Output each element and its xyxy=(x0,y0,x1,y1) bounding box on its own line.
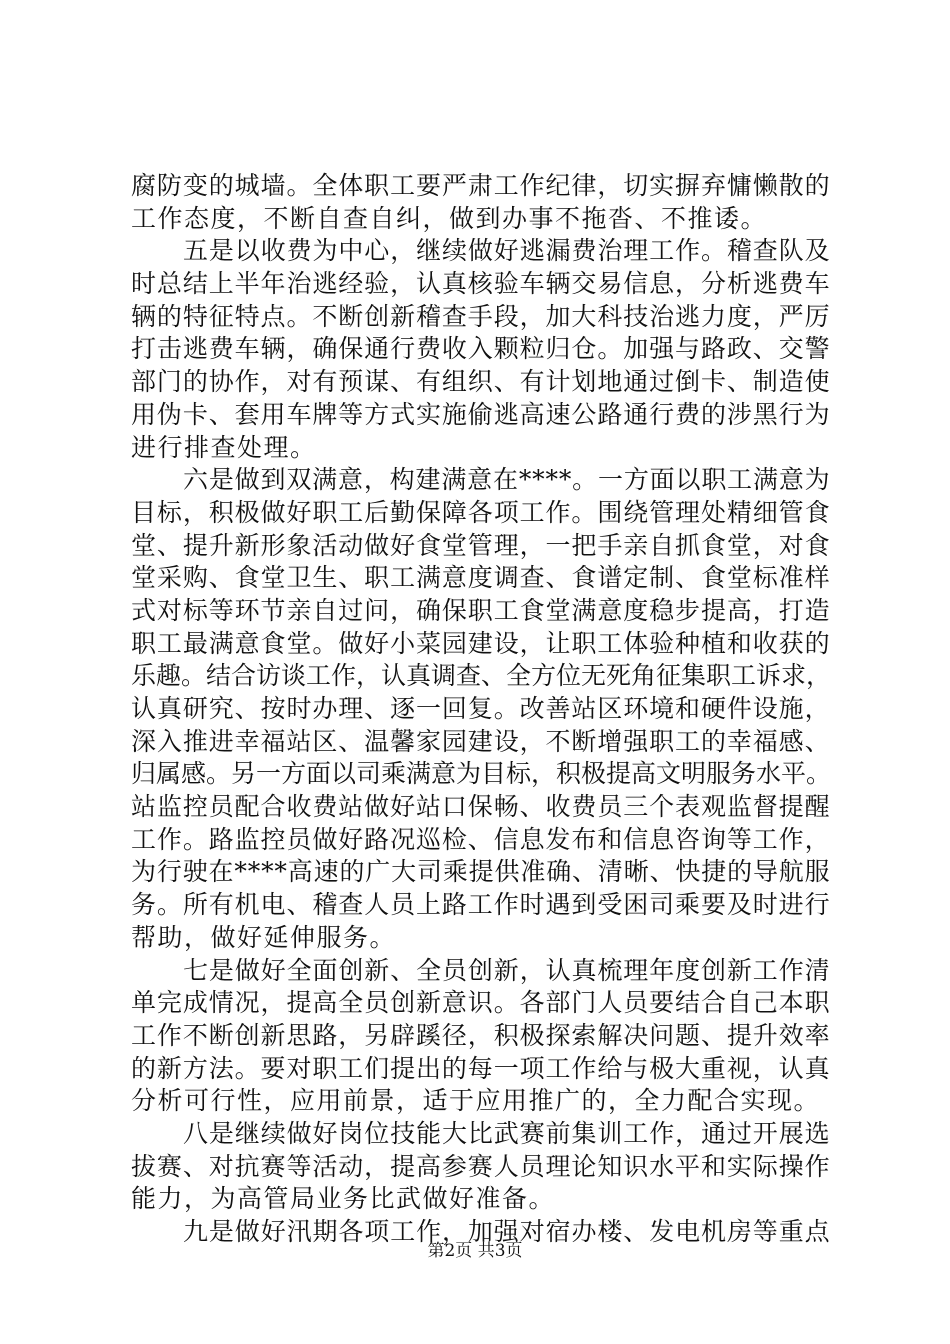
text-line: 进行排查处理。 xyxy=(131,432,317,462)
text-line: 九是做好汛期各项工作，加强对宿办楼、发电机房等重点 xyxy=(183,1217,831,1246)
text-line: 堂、提升新形象活动做好食堂管理，一把手亲自抓食堂，对食 xyxy=(131,530,831,560)
paragraph xyxy=(131,464,831,954)
text-line: 分析可行性，应用前景，适于应用推广的，全力配合实现。 xyxy=(131,1086,821,1116)
text-line: 目标，积极做好职工后勤保障各项工作。围绕管理处精细管食 xyxy=(131,497,831,527)
text-line: 认真研究、按时办理、逐一回复。改善站区环境和硬件设施， xyxy=(131,694,831,723)
text-line: 式对标等环节亲自过问，确保职工食堂满意度稳步提高，打造 xyxy=(131,595,831,625)
text-line: 为行驶在****高速的广大司乘提供准确、清晰、快捷的导航服 xyxy=(131,857,831,887)
text-line: 工作态度，不断自查自纠，做到办事不拖沓、不推诿。 xyxy=(131,203,768,233)
text-line: 站监控员配合收费站做好站口保畅、收费员三个表观监督提醒 xyxy=(131,792,831,822)
paragraph xyxy=(131,955,831,1118)
text-line: 帮助，做好延伸服务。 xyxy=(131,922,397,952)
text-line: 深入推进幸福站区、温馨家园建设，不断增强职工的幸福感、 xyxy=(131,726,831,756)
page-number-label: 第2页 共3页 xyxy=(427,1241,523,1261)
paragraph xyxy=(131,1118,831,1216)
text-line: 腐防变的城墙。全体职工要严肃工作纪律，切实摒弃慵懒散的 xyxy=(131,171,831,200)
page-footer xyxy=(0,1236,950,1261)
text-line: 六是做到双满意，构建满意在****。一方面以职工满意为 xyxy=(183,465,831,495)
text-line: 能力，为高管局业务比武做好准备。 xyxy=(131,1184,556,1214)
text-line: 的新方法。要对职工们提出的每一项工作给与极大重视，认真 xyxy=(131,1053,831,1083)
paragraph xyxy=(131,170,831,235)
text-line: 打击逃费车辆，确保通行费收入颗粒归仓。加强与路政、交警 xyxy=(131,334,831,364)
text-line: 七是做好全面创新、全员创新，认真梳理年度创新工作清 xyxy=(183,955,831,985)
text-line: 乐趣。结合访谈工作，认真调查、全方位无死角征集职工诉求， xyxy=(131,661,832,691)
text-line: 时总结上半年治逃经验，认真核验车辆交易信息，分析逃费车 xyxy=(131,269,831,299)
text-line: 八是继续做好岗位技能大比武赛前集训工作，通过开展选 xyxy=(183,1118,831,1148)
text-line: 工作不断创新思路，另辟蹊径，积极探索解决问题、提升效率 xyxy=(131,1020,831,1050)
text-line: 归属感。另一方面以司乘满意为目标，积极提高文明服务水平。 xyxy=(131,759,832,789)
text-line: 单完成情况，提高全员创新意识。各部门人员要结合自己本职 xyxy=(131,988,831,1018)
paragraph xyxy=(131,235,831,464)
text-line: 部门的协作，对有预谋、有组织、有计划地通过倒卡、制造使 xyxy=(131,367,831,397)
text-line: 五是以收费为中心，继续做好逃漏费治理工作。稽查队及 xyxy=(183,236,831,266)
text-line: 用伪卡、套用车牌等方式实施偷逃高速公路通行费的涉黑行为 xyxy=(131,399,831,429)
text-line: 工作。路监控员做好路况巡检、信息发布和信息咨询等工作， xyxy=(131,824,831,854)
document-body xyxy=(131,170,831,1249)
text-line: 辆的特征特点。不断创新稽查手段，加大科技治逃力度，严厉 xyxy=(131,301,831,331)
text-line: 职工最满意食堂。做好小菜园建设，让职工体验种植和收获的 xyxy=(131,628,831,658)
text-line: 务。所有机电、稽查人员上路工作时遇到受困司乘要及时进行 xyxy=(131,890,831,920)
text-line: 堂采购、食堂卫生、职工满意度调查、食谱定制、食堂标准样 xyxy=(131,563,831,593)
text-line: 拔赛、对抗赛等活动，提高参赛人员理论知识水平和实际操作 xyxy=(131,1151,831,1181)
